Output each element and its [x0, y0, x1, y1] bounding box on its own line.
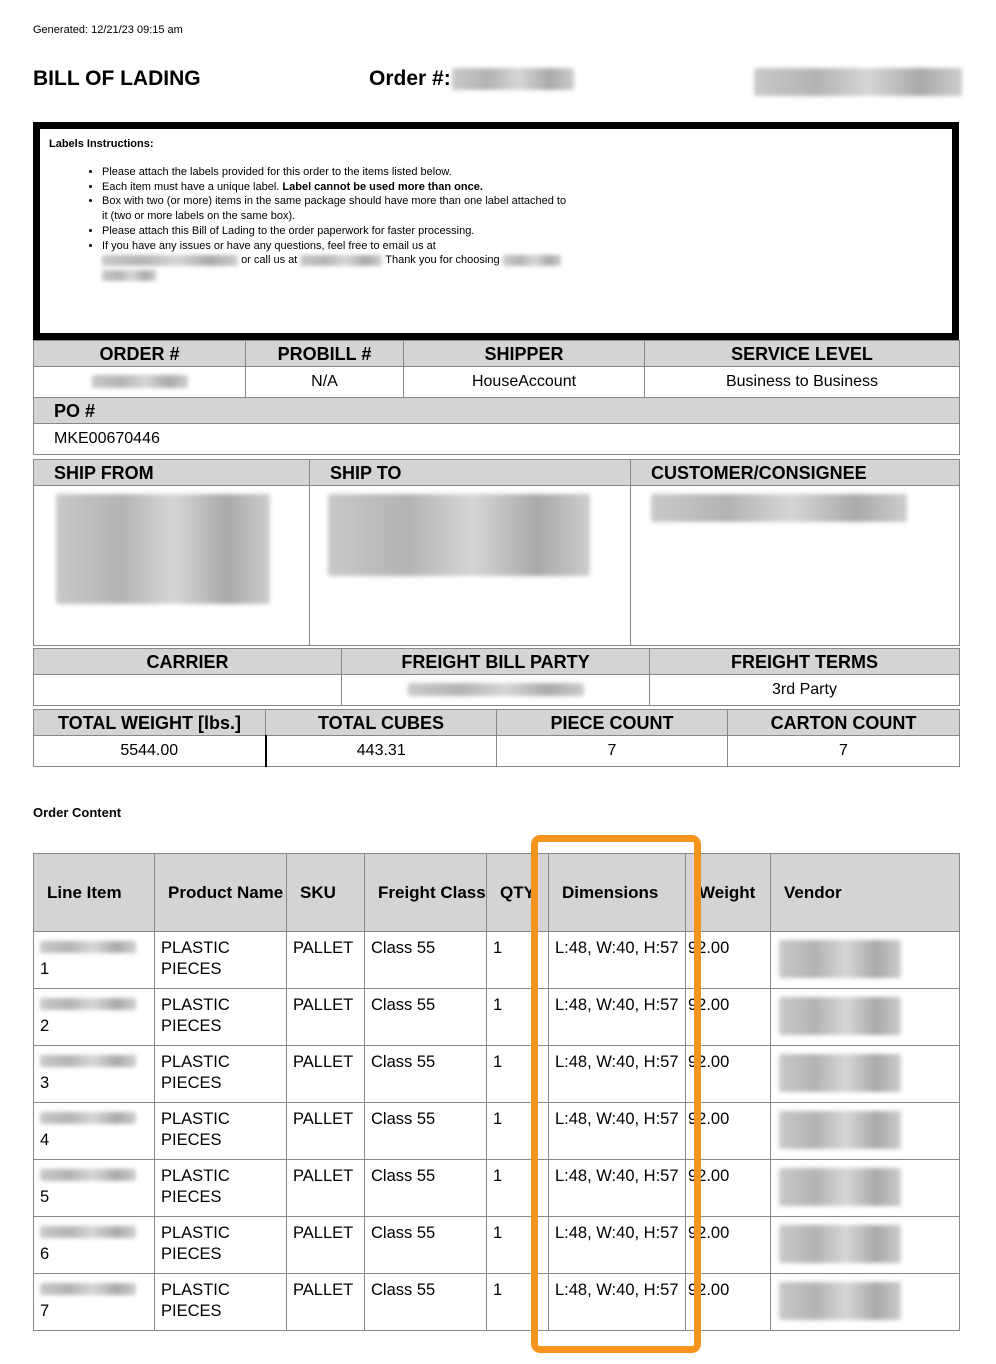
product-name-cell: PLASTIC PIECES — [155, 1274, 287, 1331]
dimensions-cell: L:48, W:40, H:57 — [549, 932, 686, 989]
vendor-cell — [771, 989, 960, 1046]
redacted-order-number — [92, 375, 188, 388]
dimensions-cell: L:48, W:40, H:57 — [549, 1046, 686, 1103]
redacted-vendor — [779, 1168, 901, 1206]
dimensions-cell: L:48, W:40, H:57 — [549, 1274, 686, 1331]
total-cubes-value: 443.31 — [266, 736, 497, 767]
vendor-cell — [771, 1160, 960, 1217]
sku-cell: PALLET — [287, 1160, 365, 1217]
qty-cell: 1 — [487, 1103, 549, 1160]
qty-cell: 1 — [487, 1046, 549, 1103]
freight-class-cell: Class 55 — [365, 1103, 487, 1160]
line-item-number: 7 — [40, 1302, 50, 1320]
redacted-vendor — [779, 1225, 901, 1263]
qty-cell: 1 — [487, 1160, 549, 1217]
col-qty: QTY — [487, 854, 549, 932]
order-content-rows — [34, 932, 960, 1331]
sku-cell: PALLET — [287, 1217, 365, 1274]
total-weight-value: 5544.00 — [34, 736, 266, 767]
dimensions-cell: L:48, W:40, H:57 — [549, 989, 686, 1046]
weight-cell: 92.00 — [686, 1160, 771, 1217]
vendor-cell — [771, 1103, 960, 1160]
instructions-list — [102, 165, 572, 283]
service-level-value: Business to Business — [645, 367, 960, 398]
generated-timestamp: Generated: 12/21/23 09:15 am — [33, 24, 183, 36]
header-consignee: CUSTOMER/CONSIGNEE — [631, 460, 960, 486]
qty-cell: 1 — [487, 989, 549, 1046]
freight-class-cell: Class 55 — [365, 1274, 487, 1331]
table-row — [34, 1046, 960, 1103]
col-sku: SKU — [287, 854, 365, 932]
redacted-line-id — [40, 941, 136, 953]
probill-value: N/A — [246, 367, 404, 398]
table-row — [34, 989, 960, 1046]
sku-cell: PALLET — [287, 1046, 365, 1103]
line-item-number: 5 — [40, 1188, 50, 1206]
line-item-cell — [34, 1046, 155, 1103]
table-row — [34, 1274, 960, 1331]
label-instructions-box — [33, 122, 959, 340]
redacted-line-id — [40, 1226, 136, 1238]
freight-class-cell: Class 55 — [365, 932, 487, 989]
header-freight-bill-party: FREIGHT BILL PARTY — [342, 649, 650, 675]
ship-from-address — [34, 486, 310, 646]
vendor-cell — [771, 1274, 960, 1331]
line-item-number: 1 — [40, 960, 50, 978]
qty-cell: 1 — [487, 932, 549, 989]
qty-cell: 1 — [487, 1217, 549, 1274]
dimensions-cell: L:48, W:40, H:57 — [549, 1217, 686, 1274]
header-carrier: CARRIER — [34, 649, 342, 675]
redacted-line-id — [40, 1169, 136, 1181]
sku-cell: PALLET — [287, 932, 365, 989]
header-probill: PROBILL # — [246, 341, 404, 367]
redacted-vendor — [779, 997, 901, 1035]
qty-cell: 1 — [487, 1274, 549, 1331]
instruction-contact: • If you have any issues or have any questions, feel free to email us at or call us at Thank you for choosing — [102, 239, 572, 283]
header-total-weight: TOTAL WEIGHT [lbs.] — [34, 710, 266, 736]
line-item-number: 4 — [40, 1131, 50, 1149]
freight-bill-party-value — [342, 675, 650, 706]
line-item-cell — [34, 989, 155, 1046]
weight-cell: 92.00 — [686, 1103, 771, 1160]
piece-count-value: 7 — [497, 736, 728, 767]
line-item-cell — [34, 1160, 155, 1217]
sku-cell: PALLET — [287, 1274, 365, 1331]
product-name-cell: PLASTIC PIECES — [155, 1046, 287, 1103]
product-name-cell: PLASTIC PIECES — [155, 932, 287, 989]
redacted-email — [102, 255, 238, 266]
redacted-vendor — [779, 1111, 901, 1149]
weight-cell: 92.00 — [686, 989, 771, 1046]
header-po: PO # — [34, 398, 960, 424]
redacted-address — [56, 494, 270, 604]
weight-cell: 92.00 — [686, 932, 771, 989]
header-shipper: SHIPPER — [404, 341, 645, 367]
redacted-company — [102, 270, 156, 281]
consignee-address — [631, 486, 960, 646]
vendor-cell — [771, 932, 960, 989]
col-vendor: Vendor — [771, 854, 960, 932]
weight-cell: 92.00 — [686, 1217, 771, 1274]
header-total-cubes: TOTAL CUBES — [266, 710, 497, 736]
instruction-item: • Please attach the labels provided for this order to the items listed below. — [102, 165, 572, 180]
redacted-line-id — [40, 1055, 136, 1067]
instructions-title: Labels Instructions: — [49, 138, 154, 150]
line-item-number: 2 — [40, 1017, 50, 1035]
instruction-item: • Box with two (or more) items in the same package should have more than one label attached to it (two or more labels on the same box). — [102, 194, 572, 223]
header-order-number: ORDER # — [34, 341, 246, 367]
po-value: MKE00670446 — [34, 424, 960, 455]
header-service-level: SERVICE LEVEL — [645, 341, 960, 367]
table-row — [34, 1103, 960, 1160]
col-dimensions: Dimensions — [549, 854, 686, 932]
header-piece-count: PIECE COUNT — [497, 710, 728, 736]
header-ship-to: SHIP TO — [310, 460, 631, 486]
order-number-label: Order #: — [369, 67, 451, 90]
line-item-number: 6 — [40, 1245, 50, 1263]
vendor-cell — [771, 1046, 960, 1103]
carrier-value — [34, 675, 342, 706]
redacted-phone — [300, 255, 382, 266]
redacted-line-id — [40, 1283, 136, 1295]
header-carton-count: CARTON COUNT — [728, 710, 960, 736]
redacted-company-name — [754, 68, 962, 96]
parties-table — [33, 459, 960, 646]
product-name-cell: PLASTIC PIECES — [155, 1103, 287, 1160]
redacted-bill-party — [408, 683, 584, 696]
table-row — [34, 1217, 960, 1274]
freight-class-cell: Class 55 — [365, 1160, 487, 1217]
line-item-cell — [34, 932, 155, 989]
redacted-address — [651, 494, 907, 522]
line-item-cell — [34, 1217, 155, 1274]
freight-class-cell: Class 55 — [365, 989, 487, 1046]
instruction-item: • Each item must have a unique label. Label cannot be used more than once. — [102, 180, 572, 195]
redacted-company — [503, 255, 561, 266]
col-product-name: Product Name — [155, 854, 287, 932]
line-item-number: 3 — [40, 1074, 50, 1092]
line-item-cell — [34, 1103, 155, 1160]
product-name-cell: PLASTIC PIECES — [155, 989, 287, 1046]
dimensions-cell: L:48, W:40, H:57 — [549, 1103, 686, 1160]
dimensions-cell: L:48, W:40, H:57 — [549, 1160, 686, 1217]
totals-table — [33, 709, 960, 767]
freight-terms-value: 3rd Party — [650, 675, 960, 706]
freight-class-cell: Class 55 — [365, 1217, 487, 1274]
ship-to-address — [310, 486, 631, 646]
redacted-vendor — [779, 940, 901, 978]
order-content-label: Order Content — [33, 805, 122, 820]
redacted-line-id — [40, 998, 136, 1010]
header-ship-from: SHIP FROM — [34, 460, 310, 486]
product-name-cell: PLASTIC PIECES — [155, 1217, 287, 1274]
redacted-vendor — [779, 1054, 901, 1092]
shipper-value: HouseAccount — [404, 367, 645, 398]
weight-cell: 92.00 — [686, 1274, 771, 1331]
sku-cell: PALLET — [287, 1103, 365, 1160]
redacted-order-number — [452, 68, 574, 90]
order-number-value — [34, 367, 246, 398]
document-title: BILL OF LADING — [33, 67, 201, 90]
header-freight-terms: FREIGHT TERMS — [650, 649, 960, 675]
freight-table — [33, 648, 960, 706]
redacted-address — [328, 494, 590, 576]
order-content-table — [33, 853, 960, 1331]
table-row — [34, 1160, 960, 1217]
table-row — [34, 932, 960, 989]
instruction-item: • Please attach this Bill of Lading to the order paperwork for faster processing. — [102, 224, 572, 239]
redacted-line-id — [40, 1112, 136, 1124]
line-item-cell — [34, 1274, 155, 1331]
col-line-item: Line Item — [34, 854, 155, 932]
product-name-cell: PLASTIC PIECES — [155, 1160, 287, 1217]
sku-cell: PALLET — [287, 989, 365, 1046]
col-freight-class: Freight Class — [365, 854, 487, 932]
col-weight: Weight — [686, 854, 771, 932]
weight-cell: 92.00 — [686, 1046, 771, 1103]
order-summary-table — [33, 340, 960, 455]
vendor-cell — [771, 1217, 960, 1274]
carton-count-value: 7 — [728, 736, 960, 767]
freight-class-cell: Class 55 — [365, 1046, 487, 1103]
redacted-vendor — [779, 1282, 901, 1320]
